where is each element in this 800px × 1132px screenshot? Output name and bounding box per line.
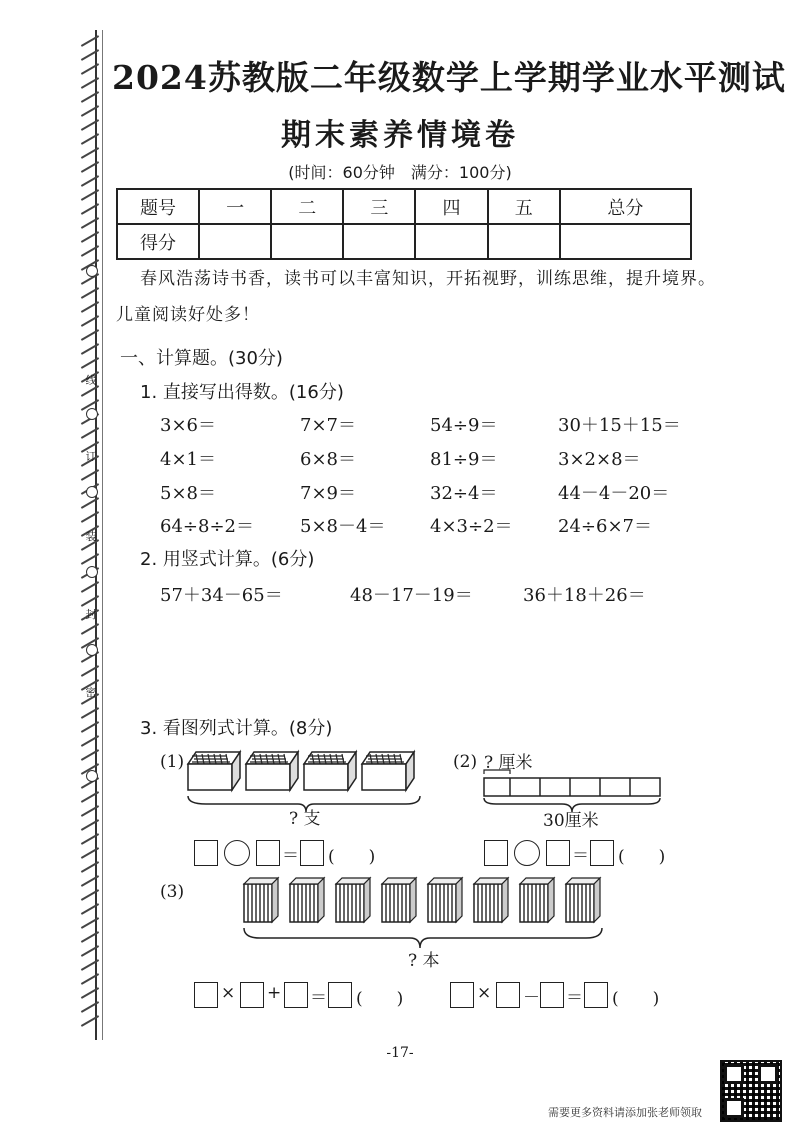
expression: 3×2×8＝	[558, 449, 641, 470]
score-cell: 五	[488, 189, 560, 224]
intro-line-1: 春风浩荡诗书香，读书可以丰富知识，开拓视野，训练思维，提升境界。	[140, 269, 716, 289]
expression: 5×8－4＝	[300, 516, 386, 537]
book-stack	[566, 878, 600, 922]
margin-label-xian: 线	[85, 374, 97, 387]
score-input-cell[interactable]	[560, 224, 691, 259]
book-stack	[244, 878, 278, 922]
answer-box[interactable]	[194, 982, 218, 1008]
equals-sign: ＝	[566, 988, 583, 1008]
brace	[244, 928, 602, 948]
score-table-score-row	[117, 224, 691, 259]
book-stack	[474, 878, 508, 922]
binding-hole	[86, 770, 98, 782]
minus-sign: －	[523, 988, 540, 1008]
pencil-box	[304, 752, 356, 790]
vertical-calc-item: 57＋34－65＝	[160, 585, 283, 606]
intro-line-2: 儿童阅读好处多！	[116, 305, 260, 325]
binding-hole	[86, 644, 98, 656]
answer-box[interactable]	[540, 982, 564, 1008]
part-3-caption: ? 本	[408, 951, 440, 971]
unit-parentheses[interactable]: ( )	[612, 989, 660, 1009]
unit-parentheses[interactable]: ( )	[328, 847, 376, 867]
answer-box[interactable]	[484, 840, 508, 866]
vertical-calc-item: 36＋18＋26＝	[523, 585, 646, 606]
score-input-cell[interactable]	[199, 224, 271, 259]
section-1-title: 一、计算题。(30分)	[120, 348, 283, 369]
score-cell: 总分	[560, 189, 691, 224]
answer-box[interactable]	[450, 982, 474, 1008]
answer-box[interactable]	[284, 982, 308, 1008]
expression: 3×6＝	[160, 415, 216, 436]
book-stack	[290, 878, 324, 922]
score-cell: 三	[343, 189, 415, 224]
page-number: -17-	[386, 1045, 414, 1061]
expression: 30＋15＋15＝	[558, 415, 681, 436]
pencil-box	[246, 752, 298, 790]
exam-title: 2024苏教版二年级数学上学期学业水平测试	[112, 58, 786, 97]
answer-box[interactable]	[300, 840, 324, 866]
score-cell: 得分	[117, 224, 199, 259]
expression: 64÷8÷2＝	[160, 516, 254, 537]
expression: 4×1＝	[160, 449, 216, 470]
part-1-label: (1)	[160, 752, 185, 772]
unit-parentheses[interactable]: ( )	[618, 847, 666, 867]
unit-parentheses[interactable]: ( )	[356, 989, 404, 1009]
exam-subtitle: 期末素养情境卷	[281, 118, 519, 153]
expression: 54÷9＝	[430, 415, 498, 436]
binding-hole	[86, 408, 98, 420]
answer-box[interactable]	[256, 840, 280, 866]
book-stack	[382, 878, 416, 922]
score-input-cell[interactable]	[415, 224, 487, 259]
answer-box[interactable]	[546, 840, 570, 866]
score-cell: 二	[271, 189, 343, 224]
score-input-cell[interactable]	[343, 224, 415, 259]
q2-title: 2. 用竖式计算。(6分)	[140, 549, 315, 570]
plus-sign: +	[267, 983, 282, 1003]
score-input-cell[interactable]	[271, 224, 343, 259]
margin-label-feng: 封	[85, 608, 97, 621]
q1-title: 1. 直接写出得数。(16分)	[140, 382, 344, 403]
score-table-header-row	[117, 189, 691, 224]
part-2-label: (2)	[453, 752, 478, 772]
book-stack	[520, 878, 554, 922]
operator-circle[interactable]	[224, 840, 250, 866]
exam-info: (时间：60分钟 满分：100分)	[288, 163, 512, 182]
expression: 24÷6×7＝	[558, 516, 652, 537]
footer-note: 需要更多资料请添加张老师领取	[548, 1106, 702, 1119]
part-3-label: (3)	[160, 882, 185, 902]
answer-box[interactable]	[590, 840, 614, 866]
answer-box[interactable]	[240, 982, 264, 1008]
vertical-calc-item: 48－17－19＝	[350, 585, 473, 606]
expression: 81÷9＝	[430, 449, 498, 470]
pencil-box	[362, 752, 414, 790]
score-cell: 四	[415, 189, 487, 224]
margin-label-zhuang: 装	[85, 530, 97, 543]
binding-hole	[86, 566, 98, 578]
operator-circle[interactable]	[514, 840, 540, 866]
binding-hole	[86, 486, 98, 498]
expression: 32÷4＝	[430, 483, 498, 504]
answer-box[interactable]	[194, 840, 218, 866]
equals-sign: ＝	[282, 846, 299, 866]
part-2-caption: 30厘米	[543, 811, 599, 831]
book-stack	[428, 878, 462, 922]
score-cell: 一	[199, 189, 271, 224]
equals-sign: ＝	[310, 988, 327, 1008]
times-sign: ×	[221, 983, 236, 1003]
q3-title: 3. 看图列式计算。(8分)	[140, 718, 333, 739]
equals-sign: ＝	[572, 846, 589, 866]
qr-code-icon	[720, 1060, 782, 1122]
answer-box[interactable]	[328, 982, 352, 1008]
answer-box[interactable]	[496, 982, 520, 1008]
expression: 7×7＝	[300, 415, 356, 436]
part-2-top-caption: ? 厘米	[484, 753, 533, 773]
expression: 44－4－20＝	[558, 483, 670, 504]
part-1-caption: ? 支	[289, 809, 321, 829]
answer-box[interactable]	[584, 982, 608, 1008]
score-cell: 题号	[117, 189, 199, 224]
times-sign: ×	[477, 983, 492, 1003]
score-input-cell[interactable]	[488, 224, 560, 259]
score-table	[116, 188, 692, 260]
book-stack	[336, 878, 370, 922]
expression: 7×9＝	[300, 483, 356, 504]
margin-label-mi: 密	[85, 686, 97, 699]
pencil-box	[188, 752, 240, 790]
binding-hole	[86, 265, 98, 277]
expression: 6×8＝	[300, 449, 356, 470]
margin-label-ding: 订	[85, 450, 97, 463]
expression: 4×3÷2＝	[430, 516, 513, 537]
expression: 5×8＝	[160, 483, 216, 504]
